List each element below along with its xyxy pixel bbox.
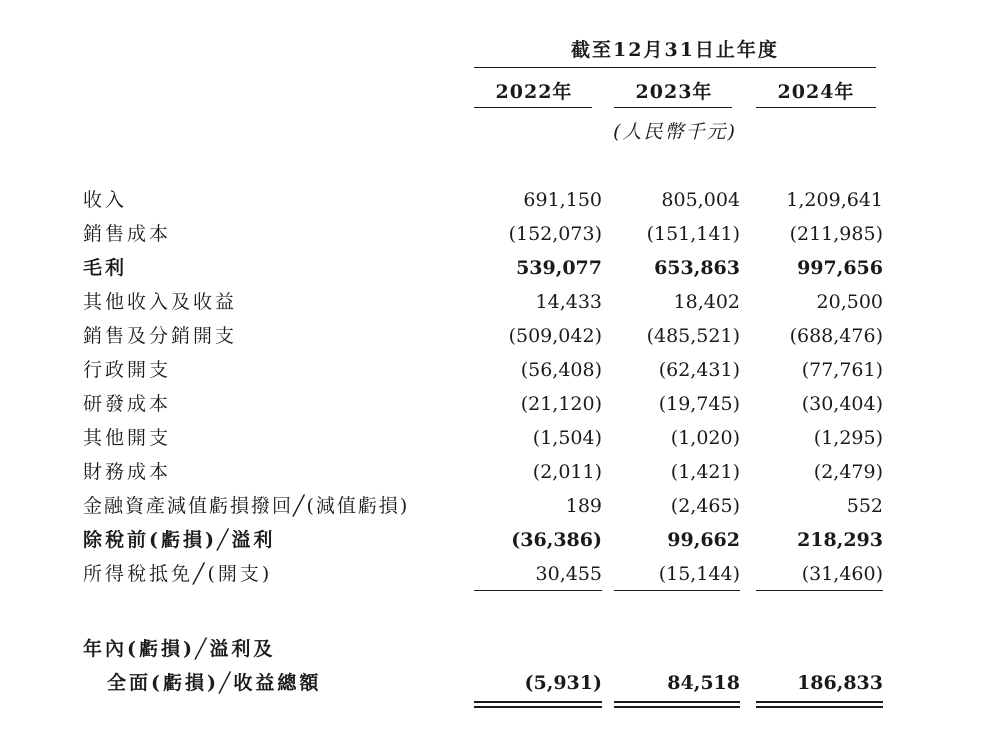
value-2024: 218,293 bbox=[797, 529, 883, 551]
period-rule bbox=[474, 67, 876, 68]
value-2022: (36,386) bbox=[511, 529, 602, 551]
row-label: 收入 bbox=[83, 189, 128, 211]
value-2022: (2,011) bbox=[532, 461, 602, 483]
table-row bbox=[0, 489, 1003, 523]
value-2023: (15,144) bbox=[658, 563, 740, 585]
value-2023: 18,402 bbox=[673, 291, 740, 313]
row-label: 研發成本 bbox=[83, 393, 172, 415]
total-row-label-line1 bbox=[0, 632, 1003, 666]
double-rule-2022-b bbox=[474, 706, 602, 708]
row-label: 其他開支 bbox=[83, 427, 172, 449]
year-rule-2022 bbox=[474, 107, 592, 108]
double-rule-2023-a bbox=[614, 701, 740, 703]
row-label: 銷售成本 bbox=[83, 223, 172, 245]
value-2023: (1,421) bbox=[670, 461, 740, 483]
value-2023: (62,431) bbox=[658, 359, 740, 381]
total-value-2023: 84,518 bbox=[667, 672, 740, 694]
value-2023: (2,465) bbox=[670, 495, 740, 517]
row-label: 所得稅抵免╱(開支) bbox=[83, 563, 273, 585]
value-2024: (1,295) bbox=[813, 427, 883, 449]
value-2024: (211,985) bbox=[789, 223, 883, 245]
table-row bbox=[0, 421, 1003, 455]
subtotal-rule-2023 bbox=[614, 590, 740, 591]
row-label: 其他收入及收益 bbox=[83, 291, 238, 313]
value-2022: (1,504) bbox=[532, 427, 602, 449]
value-2024: (688,476) bbox=[789, 325, 883, 347]
table-row bbox=[0, 319, 1003, 353]
currency-unit: (人民幣千元) bbox=[613, 121, 737, 143]
value-2022: 30,455 bbox=[535, 563, 602, 585]
table-row bbox=[0, 387, 1003, 421]
year-header-2023: 2023年 bbox=[635, 81, 713, 103]
value-2023: 805,004 bbox=[661, 189, 740, 211]
value-2023: (1,020) bbox=[670, 427, 740, 449]
table-row bbox=[0, 251, 1003, 285]
total-value-2022: (5,931) bbox=[524, 672, 602, 694]
row-label: 財務成本 bbox=[83, 461, 172, 483]
table-row bbox=[0, 183, 1003, 217]
total-label-line1: 年內(虧損)╱溢利及 bbox=[83, 638, 276, 660]
value-2024: 20,500 bbox=[816, 291, 883, 313]
row-label: 毛利 bbox=[83, 257, 128, 279]
value-2023: 99,662 bbox=[667, 529, 740, 551]
table-row bbox=[0, 557, 1003, 591]
value-2022: 189 bbox=[565, 495, 602, 517]
double-rule-2024-a bbox=[756, 701, 883, 703]
value-2022: 691,150 bbox=[523, 189, 602, 211]
total-label-line2: 全面(虧損)╱收益總額 bbox=[107, 672, 322, 694]
year-rule-2023 bbox=[614, 107, 732, 108]
value-2023: 653,863 bbox=[654, 257, 740, 279]
value-2022: (509,042) bbox=[508, 325, 602, 347]
double-rule-2022-a bbox=[474, 701, 602, 703]
value-2023: (485,521) bbox=[646, 325, 740, 347]
value-2023: (151,141) bbox=[646, 223, 740, 245]
value-2023: (19,745) bbox=[658, 393, 740, 415]
table-row bbox=[0, 353, 1003, 387]
table-row bbox=[0, 285, 1003, 319]
value-2022: 14,433 bbox=[535, 291, 602, 313]
value-2024: (77,761) bbox=[801, 359, 883, 381]
value-2022: (56,408) bbox=[520, 359, 602, 381]
value-2022: (21,120) bbox=[520, 393, 602, 415]
value-2024: (30,404) bbox=[801, 393, 883, 415]
table-row bbox=[0, 523, 1003, 557]
total-value-2024: 186,833 bbox=[797, 672, 883, 694]
year-rule-2024 bbox=[756, 107, 876, 108]
value-2022: (152,073) bbox=[508, 223, 602, 245]
row-label: 銷售及分銷開支 bbox=[83, 325, 238, 347]
value-2024: 552 bbox=[846, 495, 883, 517]
row-label: 除稅前(虧損)╱溢利 bbox=[83, 529, 276, 551]
double-rule-2023-b bbox=[614, 706, 740, 708]
row-label: 金融資產減值虧損撥回╱(減值虧損) bbox=[83, 495, 410, 517]
row-label: 行政開支 bbox=[83, 359, 172, 381]
table-row bbox=[0, 455, 1003, 489]
value-2024: (2,479) bbox=[813, 461, 883, 483]
subtotal-rule-2024 bbox=[756, 590, 883, 591]
year-header-2022: 2022年 bbox=[495, 81, 573, 103]
year-header-2024: 2024年 bbox=[777, 81, 855, 103]
value-2022: 539,077 bbox=[516, 257, 602, 279]
subtotal-rule-2022 bbox=[474, 590, 602, 591]
value-2024: 997,656 bbox=[797, 257, 883, 279]
double-rule-2024-b bbox=[756, 706, 883, 708]
total-row bbox=[0, 666, 1003, 700]
value-2024: (31,460) bbox=[801, 563, 883, 585]
table-row bbox=[0, 217, 1003, 251]
period-title: 截至12月31日止年度 bbox=[571, 39, 779, 61]
value-2024: 1,209,641 bbox=[786, 189, 883, 211]
